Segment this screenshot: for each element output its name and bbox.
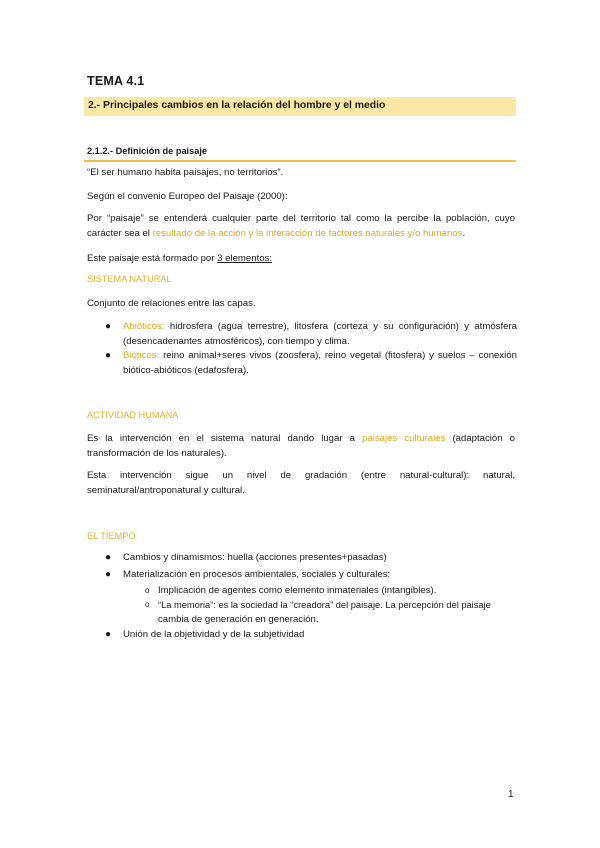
actividad-line-1 bbox=[87, 432, 515, 447]
quote-paragraph: “El ser humano habita paisajes, no territorios”. bbox=[87, 167, 284, 178]
bullet-text-line2: (desencadenantes atmosféricos), con tiempo y clima. bbox=[123, 335, 350, 347]
gradacion-line-1: Esta intervención sigue un nivel de gradación (entre natural-cultural): natural, bbox=[87, 470, 515, 481]
actividad-text-end: (adaptación o bbox=[445, 433, 515, 444]
actividad-humana-heading: ACTIVIDAD HUMANA bbox=[87, 410, 179, 420]
bullet-dot-icon: ● bbox=[105, 321, 112, 332]
list-item-text bbox=[123, 320, 517, 349]
actividad-text: Es la intervención en el sistema natural dando lugar a bbox=[87, 433, 363, 444]
bullet-text: Unión de la objetividad y de la subjetividad bbox=[123, 629, 305, 640]
sistema-natural-heading: SISTEMA NATURAL bbox=[87, 274, 172, 284]
sub-list-item-text bbox=[158, 598, 518, 627]
subsection-rule bbox=[84, 160, 516, 162]
bullet-text-line2: biótico-abióticos (edafosfera). bbox=[123, 364, 249, 376]
formed-text: Este paisaje está formado por bbox=[87, 253, 218, 264]
sub-bullet-text: Implicación de agentes como elemento inmateriales (intangibles). bbox=[158, 585, 437, 596]
page-title: TEMA 4.1 bbox=[87, 74, 145, 88]
definition-highlight: resultado de la acción y la interacción de factores naturales y/o humanos bbox=[152, 228, 463, 239]
definition-line-1: Por “paisaje” se entenderá cualquier parte del territorio tal como la percibe la población, cuyo bbox=[87, 213, 515, 224]
bullet-dot-icon: ● bbox=[105, 350, 112, 361]
list-item-line bbox=[123, 320, 517, 335]
bullet-text: hidrosfera (agua terrestre), litosfera (corteza y su configuración) y atmósfera bbox=[164, 321, 517, 332]
sistema-natural-intro: Conjunto de relaciones entre las capas. bbox=[87, 298, 256, 309]
circle-bullet-icon: o bbox=[145, 586, 150, 595]
definition-text: carácter sea el bbox=[87, 228, 153, 239]
definition-line-2 bbox=[87, 227, 515, 242]
circle-bullet-icon: o bbox=[145, 600, 150, 609]
section-heading: 2.- Principales cambios en la relación del hombre y el medio bbox=[88, 100, 386, 111]
page-number: 1 bbox=[508, 789, 514, 800]
sub-bullet-text-line2: cambia de generación en generación. bbox=[158, 613, 319, 625]
actividad-highlight: paisajes culturales bbox=[362, 433, 446, 444]
bullet-dot-icon: ● bbox=[105, 629, 112, 640]
actividad-line-2: transformación de los naturales). bbox=[87, 448, 227, 459]
gradacion-line-2: seminatural/antroponatural y cultural. bbox=[87, 485, 245, 496]
convenio-paragraph: Según el convenio Europeo del Paisaje (2000): bbox=[87, 191, 288, 202]
definition-end: . bbox=[462, 228, 466, 239]
formed-underlined: 3 elementos: bbox=[217, 253, 273, 264]
bullet-dot-icon: ● bbox=[105, 569, 112, 580]
bullet-label: Abióticos: bbox=[123, 321, 165, 332]
bullet-label: Bióticos: bbox=[123, 350, 160, 361]
sub-bullet-text: “La memoria”: es la sociedad la “creadora” del paisaje. La percepción del paisaje bbox=[158, 600, 491, 610]
bullet-text: Materialización en procesos ambientales, sociales y culturales: bbox=[123, 569, 391, 580]
el-tiempo-heading: EL TIEMPO bbox=[87, 531, 136, 541]
bullet-dot-icon: ● bbox=[105, 552, 112, 563]
bullet-text: Cambios y dinamismos: huella (acciones presentes+pasadas) bbox=[123, 552, 387, 563]
list-item-line bbox=[123, 349, 517, 364]
list-item-text bbox=[123, 349, 517, 378]
bullet-text: reino animal+seres vivos (zoosfera), reino vegetal (fitosfera) y suelos – conexión bbox=[159, 350, 517, 361]
formed-paragraph bbox=[87, 252, 515, 267]
subsection-heading: 2.1.2.- Definición de paisaje bbox=[87, 146, 207, 156]
